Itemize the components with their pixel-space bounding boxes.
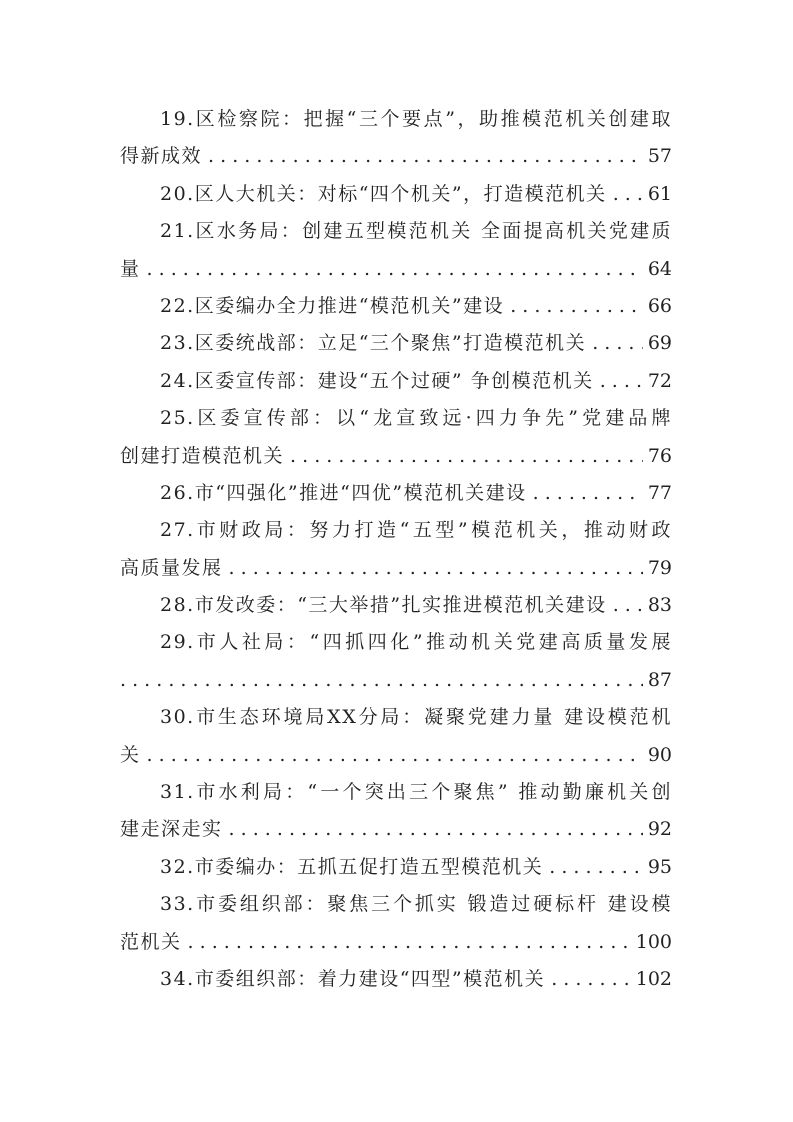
toc-page-number: 100	[631, 924, 672, 961]
toc-entry-title: 33.市委组织部：聚焦三个抓实 锻造过硬标杆 建设模	[160, 893, 672, 916]
toc-entry-last-line	[120, 176, 672, 213]
toc-entry-line	[120, 400, 672, 437]
toc-entry-title: 量 . . .	[120, 258, 672, 280]
toc-entry[interactable]	[120, 101, 672, 176]
toc-page-number: 69	[643, 325, 672, 362]
toc-page-number: 76	[643, 438, 672, 475]
toc-entry[interactable]	[120, 213, 672, 288]
toc-entry-title: 23.区委统战部：立足“三个聚焦”打造模范机关 . . .	[160, 332, 672, 354]
toc-entry-last-line	[120, 550, 672, 587]
toc-page-number: 83	[643, 587, 672, 624]
toc-entry[interactable]	[120, 512, 672, 587]
toc-entry-last-line	[120, 251, 672, 288]
toc-entry-last-line	[120, 138, 672, 175]
toc-entry-title: 24.区委宣传部：建设“五个过硬” 争创模范机关 . . .	[160, 370, 672, 392]
toc-entry-last-line	[120, 363, 672, 400]
toc-entry-title: 32.市委编办：五抓五促打造五型模范机关 . . .	[160, 856, 672, 878]
toc-entry-title: 28.市发改委：“三大举措”扎实推进模范机关建设 . . .	[160, 594, 672, 616]
toc-entry-title: 31.市水利局：“一个突出三个聚焦” 推动勤廉机关创	[160, 781, 672, 804]
toc-entry-line	[120, 624, 672, 661]
toc-entry-last-line	[120, 849, 672, 886]
toc-entry[interactable]	[120, 400, 672, 475]
toc-entry-title: 34.市委组织部：着力建设“四型”模范机关 . . .	[160, 968, 672, 990]
toc-entry[interactable]	[120, 176, 672, 213]
toc-page-number: 61	[643, 176, 672, 213]
toc-page-number: 57	[643, 138, 672, 175]
toc-entry[interactable]	[120, 774, 672, 849]
toc-entry-last-line	[120, 587, 672, 624]
toc-page-number: 90	[643, 737, 672, 774]
toc-entry[interactable]	[120, 325, 672, 362]
toc-entry-title: 建走深走实 . . .	[120, 818, 672, 840]
toc-entry[interactable]	[120, 363, 672, 400]
toc-entry-title: 30.市生态环境局XX分局：凝聚党建力量 建设模范机	[160, 706, 672, 729]
toc-entry-title: 29.市人社局：“四抓四化”推动机关党建高质量发展	[160, 631, 672, 654]
toc-page-number: 79	[643, 550, 672, 587]
toc-entry-title: 19.区检察院：把握“三个要点”，助推模范机关创建取	[160, 108, 672, 130]
toc-entry[interactable]	[120, 624, 672, 699]
toc-entry-last-line	[120, 737, 672, 774]
toc-entry-line	[120, 886, 672, 923]
toc-entry[interactable]	[120, 288, 672, 325]
table-of-contents	[120, 101, 672, 998]
toc-page-number: 64	[643, 251, 672, 288]
toc-entry-last-line	[120, 475, 672, 512]
toc-page-number: 95	[643, 849, 672, 886]
toc-entry-last-line	[120, 325, 672, 362]
toc-entry-last-line	[120, 662, 672, 699]
toc-entry-title: 22.区委编办全力推进“模范机关”建设 . . .	[160, 295, 672, 317]
toc-entry-title	[120, 669, 672, 691]
toc-entry-last-line	[120, 924, 672, 961]
toc-entry-title: 范机关 . . .	[120, 931, 672, 953]
toc-entry-title: 26.市“四强化”推进“四优”模范机关建设 . . .	[160, 482, 672, 504]
toc-entry-last-line	[120, 288, 672, 325]
toc-entry[interactable]	[120, 475, 672, 512]
toc-entry-line	[120, 774, 672, 811]
toc-entry-line	[120, 213, 672, 250]
toc-entry[interactable]	[120, 886, 672, 961]
toc-entry-title: 关 . . .	[120, 744, 672, 766]
toc-entry-title: 20.区人大机关：对标“四个机关”，打造模范机关 . . .	[160, 183, 672, 205]
toc-entry[interactable]	[120, 849, 672, 886]
toc-entry[interactable]	[120, 587, 672, 624]
toc-entry-last-line	[120, 438, 672, 475]
toc-entry[interactable]	[120, 961, 672, 998]
toc-entry-title: 高质量发展 . . .	[120, 557, 672, 579]
toc-page-number: 102	[631, 961, 672, 998]
toc-entry-line	[120, 101, 672, 138]
toc-entry-title: 得新成效 . . .	[120, 145, 672, 167]
toc-page-number: 77	[643, 475, 672, 512]
toc-entry-title: 27.市财政局：努力打造“五型”模范机关，推动财政	[160, 519, 672, 542]
toc-page-number: 92	[643, 811, 672, 848]
toc-entry-last-line	[120, 961, 672, 998]
toc-page-number: 87	[643, 662, 672, 699]
toc-entry-last-line	[120, 811, 672, 848]
toc-page-number: 72	[643, 363, 672, 400]
toc-entry-title: 创建打造模范机关 . . .	[120, 445, 672, 467]
toc-entry-line	[120, 699, 672, 736]
toc-entry[interactable]	[120, 699, 672, 774]
toc-entry-line	[120, 512, 672, 549]
toc-page-number: 66	[643, 288, 672, 325]
toc-entry-title: 21.区水务局：创建五型模范机关 全面提高机关党建质	[160, 220, 672, 243]
toc-entry-title: 25.区委宣传部：以“龙宣致远·四力争先”党建品牌	[160, 407, 672, 430]
